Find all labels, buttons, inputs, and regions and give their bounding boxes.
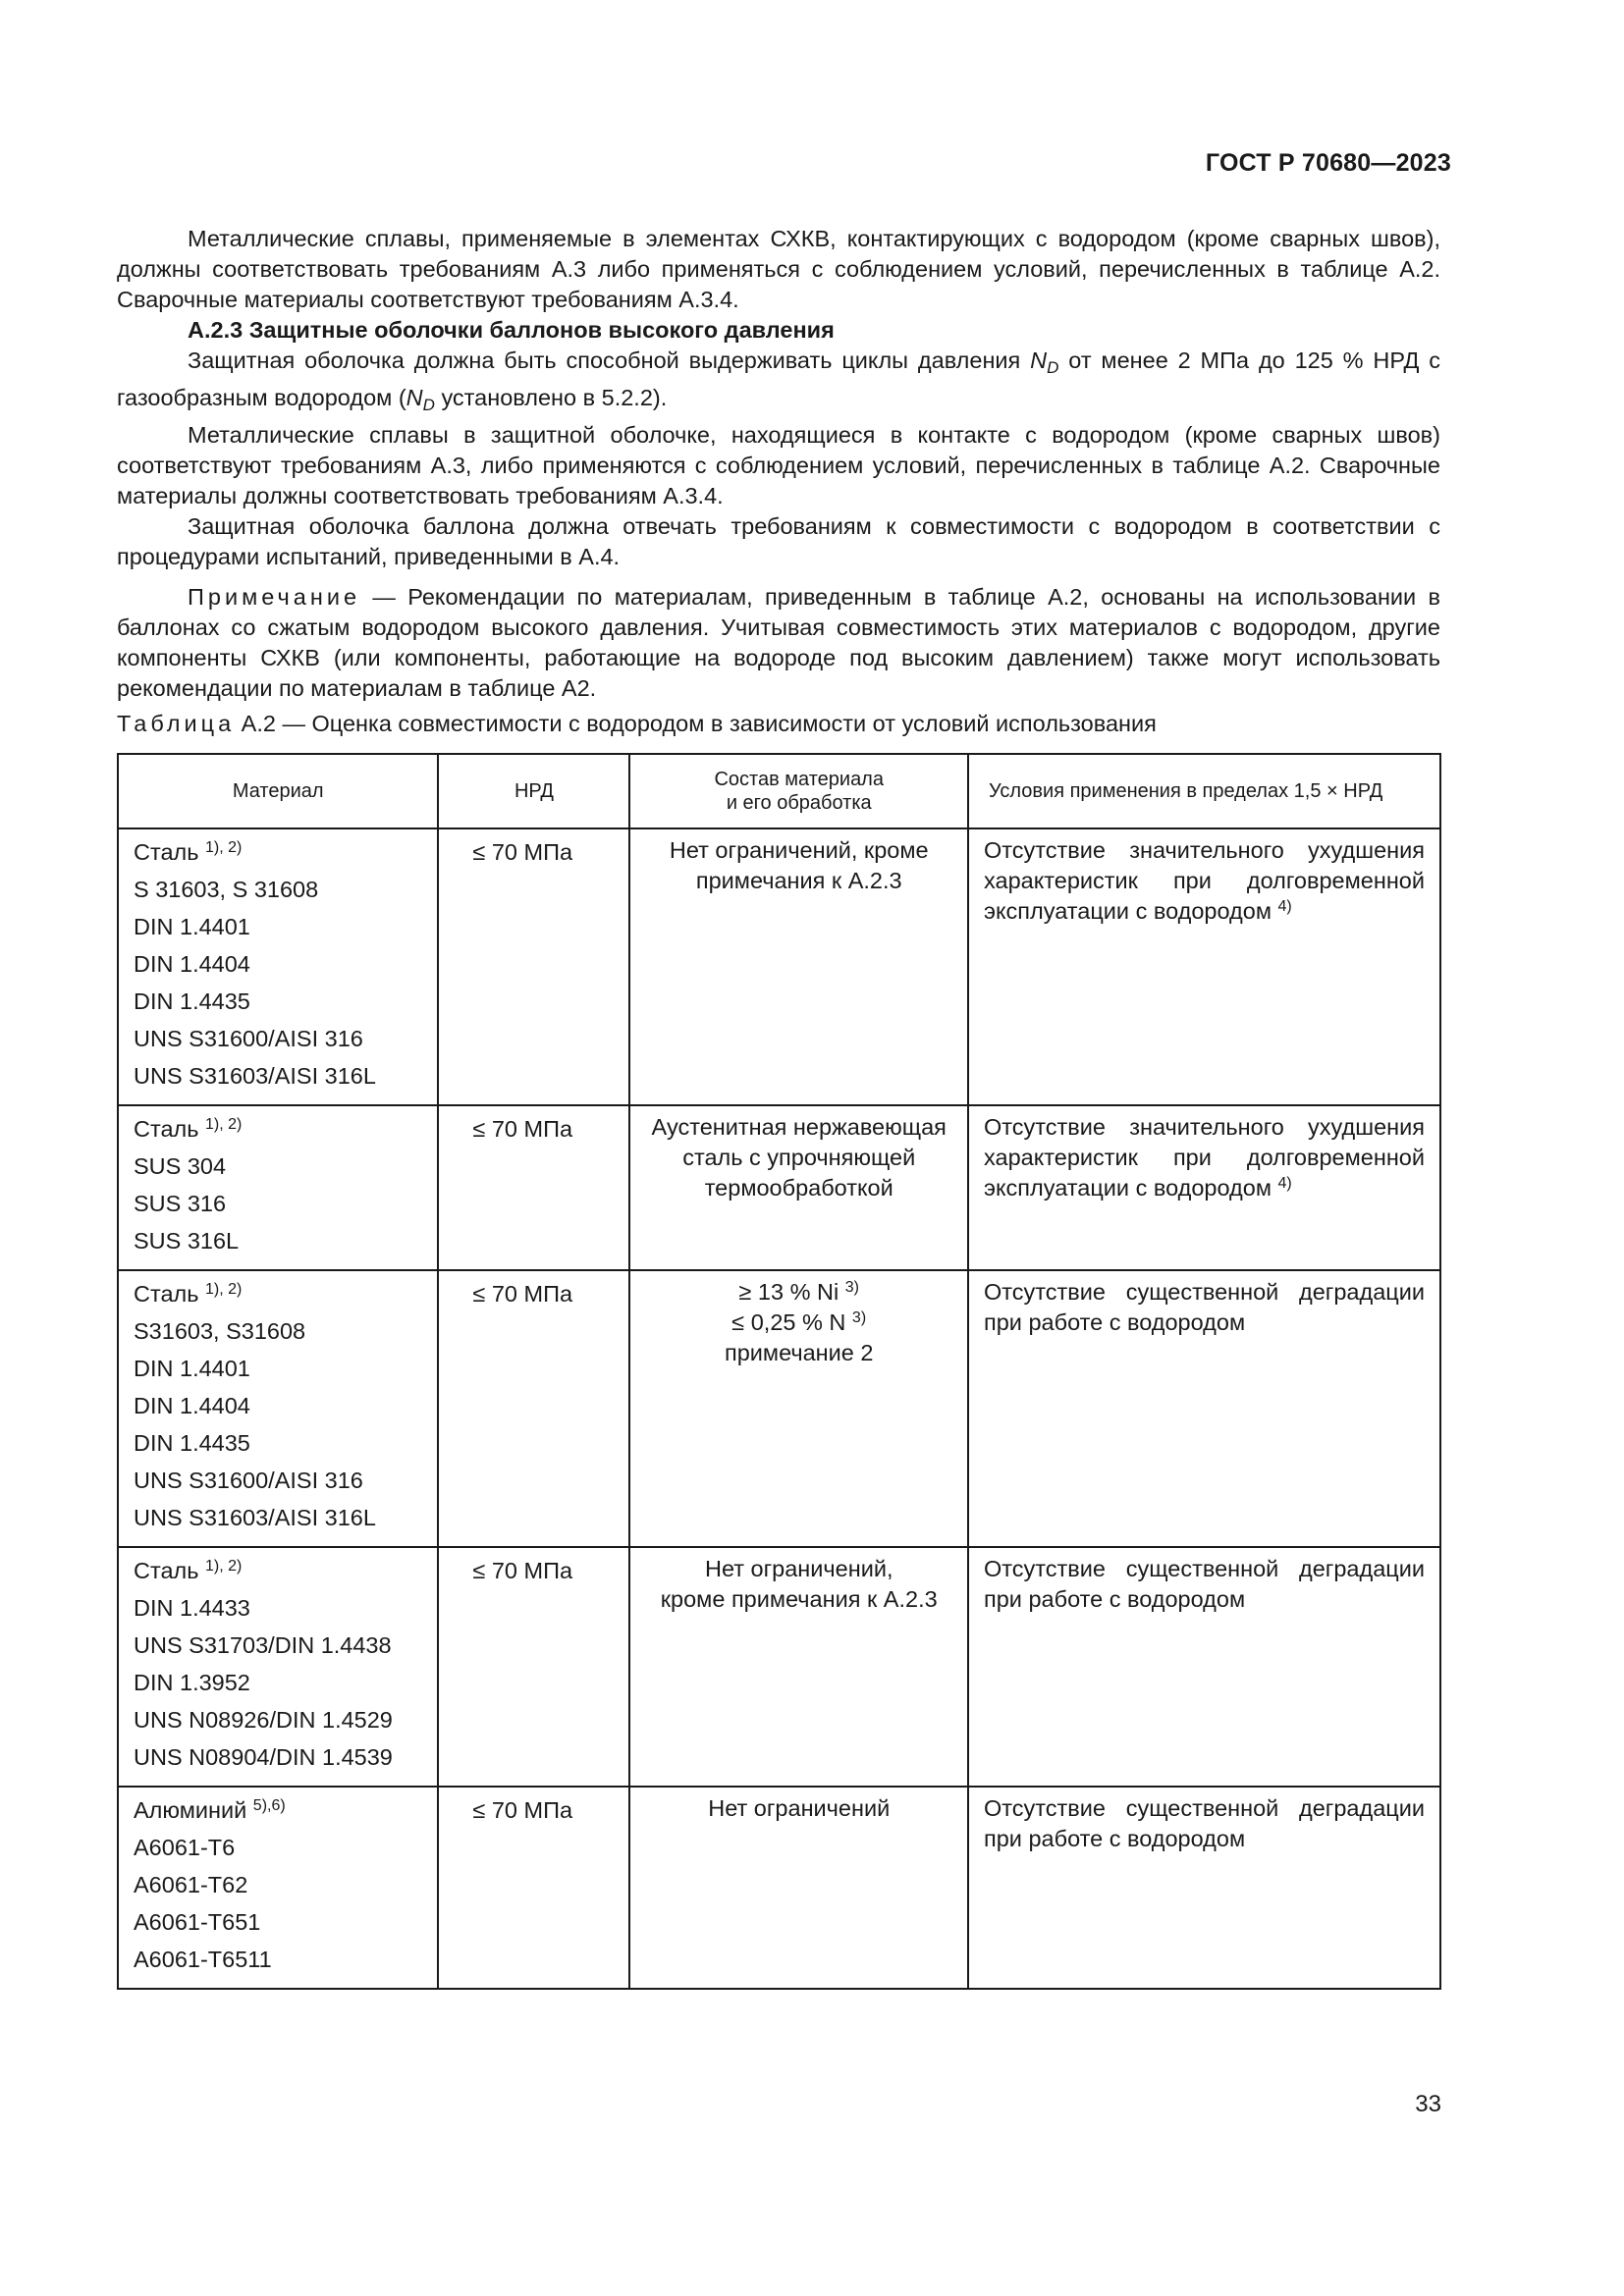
material-grade: A6061-T6511 — [134, 1947, 272, 1972]
material-grade: SUS 304 — [134, 1153, 227, 1179]
table-row — [118, 1547, 1440, 1787]
conditions-cell: Отсутствие существенной деградации при работе с водородом — [968, 1547, 1440, 1787]
conditions-cell: Отсутствие существенной деградации при работе с водородом — [968, 1270, 1440, 1547]
composition-cell: Нет ограничений — [629, 1787, 968, 1989]
pressure-cell: ≤ 70 МПа — [438, 1787, 629, 1989]
material-grade: UNS N08926/DIN 1.4529 — [134, 1707, 393, 1733]
pressure-cell: ≤ 70 МПа — [438, 828, 629, 1105]
composition-cell: Аустенитная нержавеющая сталь с упрочняющей термообработкой — [629, 1105, 968, 1270]
material-title: Сталь $^{1), 2)}$ — [134, 1558, 243, 1583]
note-text: — Рекомендации по материалам, приведенным в таблице А.2, основаны на использовании в баллонах со сжатым водородом высокого давления. Учитывая совместимость этих материалов с водородом, другие компоненты СХКВ (или компоненты, работающие на водороде под высоким давлением) также могут использовать рекомендации по материалам в таблице А2. — [117, 584, 1440, 701]
material-title: Алюминий $^{5),6)}$ — [134, 1797, 286, 1823]
paragraph-metal-alloys: Металлические сплавы, применяемые в элементах СХКВ, контактирующих с водородом (кроме сварных швов), должны соответствовать требованиям А.3 либо применяться с соблюдением условий, перечисленных в таблице А.2. Сварочные материалы соответствуют требованиям А.3.4. — [117, 226, 1440, 312]
material-title: Сталь $^{1), 2)}$ — [134, 1116, 243, 1142]
nd-symbol: N — [406, 385, 423, 410]
table-header-row — [118, 754, 1440, 828]
material-cell — [118, 1270, 438, 1547]
text-fragment: установлено в 5.2.2). — [434, 385, 668, 410]
material-grade: DIN 1.4435 — [134, 988, 250, 1014]
material-grade: A6061-T6 — [134, 1835, 236, 1860]
document-id-header: ГОСТ Р 70680—2023 — [1205, 149, 1451, 177]
material-title: Сталь $^{1), 2)}$ — [134, 1281, 243, 1307]
header-composition — [629, 754, 968, 828]
composition-line: кроме примечания к А.2.3 — [660, 1586, 938, 1612]
material-grade: DIN 1.4433 — [134, 1595, 250, 1621]
page-number: 33 — [1415, 2091, 1441, 2117]
material-grade: S 31603, S 31608 — [134, 877, 319, 902]
composition-line: ≥ 13 % Ni $^{3)}$ — [738, 1279, 859, 1305]
table-caption — [117, 711, 1157, 737]
body-text — [117, 224, 1440, 704]
table-row — [118, 1787, 1440, 1989]
composition-line: примечание 2 — [724, 1340, 874, 1365]
composition-line: ≤ 0,25 % N $^{3)}$ — [731, 1309, 867, 1335]
material-grade: DIN 1.4435 — [134, 1430, 250, 1456]
header-composition-line: и его обработка — [726, 792, 872, 814]
material-grade: SUS 316 — [134, 1191, 227, 1216]
material-grade: UNS S31603/AISI 316L — [134, 1505, 376, 1530]
material-grade: UNS N08904/DIN 1.4539 — [134, 1744, 393, 1770]
material-grade: UNS S31603/AISI 316L — [134, 1063, 376, 1089]
text-fragment: Защитная оболочка должна быть способной выдерживать циклы давления — [188, 347, 1031, 373]
material-grade: DIN 1.4404 — [134, 951, 250, 977]
material-cell — [118, 828, 438, 1105]
table-row — [118, 828, 1440, 1105]
note-label: Примечание — [188, 584, 361, 610]
material-grade: DIN 1.4401 — [134, 1356, 250, 1381]
composition-cell — [629, 1547, 968, 1787]
text-fragment: от менее 2 МПа до 125 % НРД с газообразным водородом ( — [117, 347, 1441, 410]
material-grade: A6061-T651 — [134, 1909, 261, 1935]
material-grade: A6061-T62 — [134, 1872, 248, 1897]
material-title: Сталь $^{1), 2)}$ — [134, 839, 243, 865]
header-material: Материал — [118, 754, 438, 828]
section-heading-a-2-3: А.2.3 Защитные оболочки баллонов высокого давления — [188, 317, 835, 343]
table-caption-text: А.2 — Оценка совместимости с водородом в зависимости от условий использования — [235, 711, 1157, 736]
table-caption-label: Таблица — [117, 711, 236, 736]
note-paragraph — [117, 582, 1440, 704]
material-cell — [118, 1787, 438, 1989]
material-grade: DIN 1.3952 — [134, 1670, 250, 1695]
pressure-cell: ≤ 70 МПа — [438, 1270, 629, 1547]
nd-symbol: N — [1030, 347, 1048, 373]
composition-cell: Нет ограничений, кроме примечания к А.2.3 — [629, 828, 968, 1105]
material-grade: S31603, S31608 — [134, 1318, 306, 1344]
material-grade: UNS S31703/DIN 1.4438 — [134, 1632, 392, 1658]
conditions-cell: Отсутствие значительного ухудшения характеристик при долговременной эксплуатации с водородом $^{4)}$ — [968, 828, 1440, 1105]
nd-subscript: D — [1047, 358, 1059, 377]
pressure-cell: ≤ 70 МПа — [438, 1547, 629, 1787]
compatibility-table — [117, 753, 1441, 1990]
table-row — [118, 1105, 1440, 1270]
material-grade: DIN 1.4401 — [134, 914, 250, 939]
nd-subscript: D — [422, 396, 435, 414]
material-cell — [118, 1547, 438, 1787]
table-row — [118, 1270, 1440, 1547]
header-pressure: НРД — [438, 754, 629, 828]
material-grade: UNS S31600/AISI 316 — [134, 1026, 363, 1051]
pressure-cell: ≤ 70 МПа — [438, 1105, 629, 1270]
material-grade: DIN 1.4404 — [134, 1393, 250, 1418]
material-cell — [118, 1105, 438, 1270]
paragraph-shell-compatibility: Защитная оболочка баллона должна отвечать требованиям к совместимости с водородом в соответствии с процедурами испытаний, приведенными в А.4. — [117, 513, 1440, 569]
conditions-cell: Отсутствие значительного ухудшения характеристик при долговременной эксплуатации с водородом $^{4)}$ — [968, 1105, 1440, 1270]
header-conditions: Условия применения в пределах 1,5 × НРД — [968, 754, 1440, 828]
material-grade: SUS 316L — [134, 1228, 240, 1254]
composition-cell — [629, 1270, 968, 1547]
composition-line: Нет ограничений, — [704, 1556, 893, 1581]
material-grade: UNS S31600/AISI 316 — [134, 1468, 363, 1493]
conditions-cell: Отсутствие существенной деградации при работе с водородом — [968, 1787, 1440, 1989]
paragraph-shell-alloys: Металлические сплавы в защитной оболочке, находящиеся в контакте с водородом (кроме сварных швов) соответствуют требованиям А.3, либо применяются с соблюдением условий, перечисленных в таблице А.2. Сварочные материалы должны соответствовать требованиям А.3.4. — [117, 422, 1440, 508]
header-composition-line: Состав материала — [714, 769, 884, 790]
paragraph-pressure-cycles — [117, 346, 1440, 420]
